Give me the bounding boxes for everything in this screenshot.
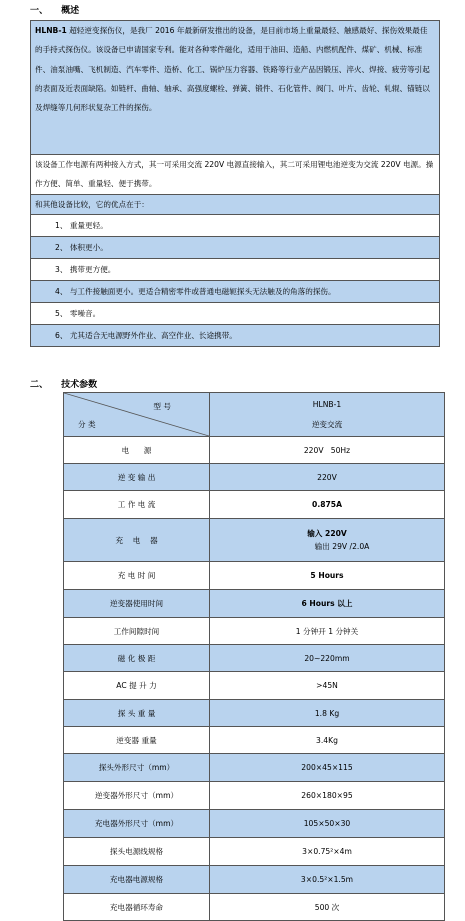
advantage-text: 5、 零噪音。	[55, 309, 101, 318]
spec-label: 工作间隙时间	[64, 618, 210, 645]
spec-label: 充 电 时 间	[64, 562, 210, 590]
charger-output: 输出 29V /2.0A	[314, 542, 370, 551]
spec-label: 磁 化 极 距	[64, 645, 210, 672]
spec-row	[64, 700, 445, 727]
spec-value: 6 Hours 以上	[210, 590, 445, 618]
advantage-item	[30, 303, 440, 325]
spec-row	[64, 437, 445, 464]
spec-label: 逆变器 重量	[64, 727, 210, 754]
spec-table	[63, 392, 445, 921]
section-2-number: 二、	[30, 380, 49, 390]
spec-value: 20~220mm	[210, 645, 445, 672]
header-model-label: 型 号	[153, 402, 171, 411]
spec-row	[64, 645, 445, 672]
overview-intro	[30, 20, 440, 155]
spec-label: 逆变器外形尺寸（mm）	[64, 782, 210, 810]
spec-row	[64, 519, 445, 562]
spec-value: 3.4Kg	[210, 727, 445, 754]
intro-text: 超轻逆变探伤仪，是我厂 2016 年最新研发推出的设备，是目前市场上重量最轻、触感最好、探伤效果最佳的手持式探伤仪。该设备已申请国家专利。能对各种零件磁化，适用于油田、造船、内燃机配件、煤矿、机械、标准件、油泵油嘴、飞机制造、汽车零件、造桥、化工、锅炉压力容器、铁路等行业产品因锻压、淬火、焊接、疲劳等引起的表面及近表面缺陷。如链杆、曲轴、轴承、高强度螺栓、弹簧、锻件、石化管件、阀门、叶片、齿轮、轧辊、锚链以及焊缝等几何形状复杂工件的探伤。	[35, 26, 430, 113]
section-2-heading	[30, 377, 97, 390]
advantages-lead	[30, 195, 440, 215]
spec-label: 充电器循环寿命	[64, 894, 210, 921]
spec-value: >45N	[210, 672, 445, 700]
power-text: 该设备工作电源有两种接入方式，其一可采用交流 220V 电源直接输入，其二可采用锂电池逆变为交流 220V 电源。操作方便、简单、重量轻、便于携带。	[35, 160, 434, 188]
intro-model: HLNB-1	[35, 26, 67, 35]
spec-row	[64, 618, 445, 645]
spec-value: 1.8 Kg	[210, 700, 445, 727]
spec-row	[64, 754, 445, 782]
spec-label: 探 头 重 量	[64, 700, 210, 727]
spec-row	[64, 727, 445, 754]
model-name: HLNB-1	[312, 400, 342, 409]
spec-label: 充电器外形尺寸（mm）	[64, 810, 210, 838]
spec-row	[64, 590, 445, 618]
advantage-item	[30, 325, 440, 347]
spec-label: 探头外形尺寸（mm）	[64, 754, 210, 782]
section-1-heading	[30, 3, 79, 16]
spec-label: AC 提 升 力	[64, 672, 210, 700]
spec-row	[64, 810, 445, 838]
advantage-item	[30, 281, 440, 303]
advantage-item	[30, 259, 440, 281]
spec-value: 260×180×95	[210, 782, 445, 810]
section-2-title: 技术参数	[61, 380, 98, 390]
spec-label: 逆变器使用时间	[64, 590, 210, 618]
spec-header-row	[64, 393, 445, 437]
spec-value: 105×50×30	[210, 810, 445, 838]
advantage-text: 2、 体积更小。	[55, 243, 108, 252]
spec-label: 电 源	[64, 437, 210, 464]
spec-label: 工 作 电 流	[64, 491, 210, 519]
spec-value-charger	[210, 519, 445, 562]
spec-label: 探头电源线规格	[64, 838, 210, 866]
model-sub: 逆变交流	[311, 420, 343, 429]
spec-row	[64, 782, 445, 810]
section-1-number: 一、	[30, 6, 49, 16]
spec-label: 充电器电源规格	[64, 866, 210, 894]
advantage-text: 3、 携带更方便。	[55, 265, 116, 274]
spec-value: 0.875A	[210, 491, 445, 519]
spec-row	[64, 866, 445, 894]
spec-row	[64, 672, 445, 700]
spec-value: 3×0.5²×1.5m	[210, 866, 445, 894]
charger-input: 输入 220V	[307, 529, 347, 538]
header-category-label: 分 类	[78, 420, 96, 429]
advantage-item	[30, 215, 440, 237]
spec-row	[64, 464, 445, 491]
spec-row	[64, 562, 445, 590]
spec-row	[64, 894, 445, 921]
spec-model-cell	[210, 393, 445, 437]
spec-row	[64, 491, 445, 519]
spec-value: 3×0.75²×4m	[210, 838, 445, 866]
advantage-text: 6、 尤其适合无电源野外作业、高空作业、长途携带。	[55, 331, 237, 340]
spec-label: 逆 变 输 出	[64, 464, 210, 491]
advantage-item	[30, 237, 440, 259]
spec-value: 500 次	[210, 894, 445, 921]
spec-label: 充 电 器	[64, 519, 210, 562]
overview-power	[30, 155, 440, 195]
section-1-title: 概述	[61, 6, 80, 16]
spec-value: 220V	[210, 464, 445, 491]
spec-value: 1 分钟开 1 分钟关	[210, 618, 445, 645]
spec-value: 5 Hours	[210, 562, 445, 590]
advantage-text: 4、 与工件接触面更小。更适合精密零件或普通电磁轭探头无法触及的角落的探伤。	[55, 287, 336, 296]
spec-row	[64, 838, 445, 866]
advantage-text: 1、 重量更轻。	[55, 221, 108, 230]
spec-header-cell	[64, 393, 210, 437]
overview-block	[30, 20, 440, 347]
spec-value: 220V 50Hz	[210, 437, 445, 464]
spec-value: 200×45×115	[210, 754, 445, 782]
advantages-lead-text: 和其他设备比较，它的优点在于：	[35, 200, 149, 209]
